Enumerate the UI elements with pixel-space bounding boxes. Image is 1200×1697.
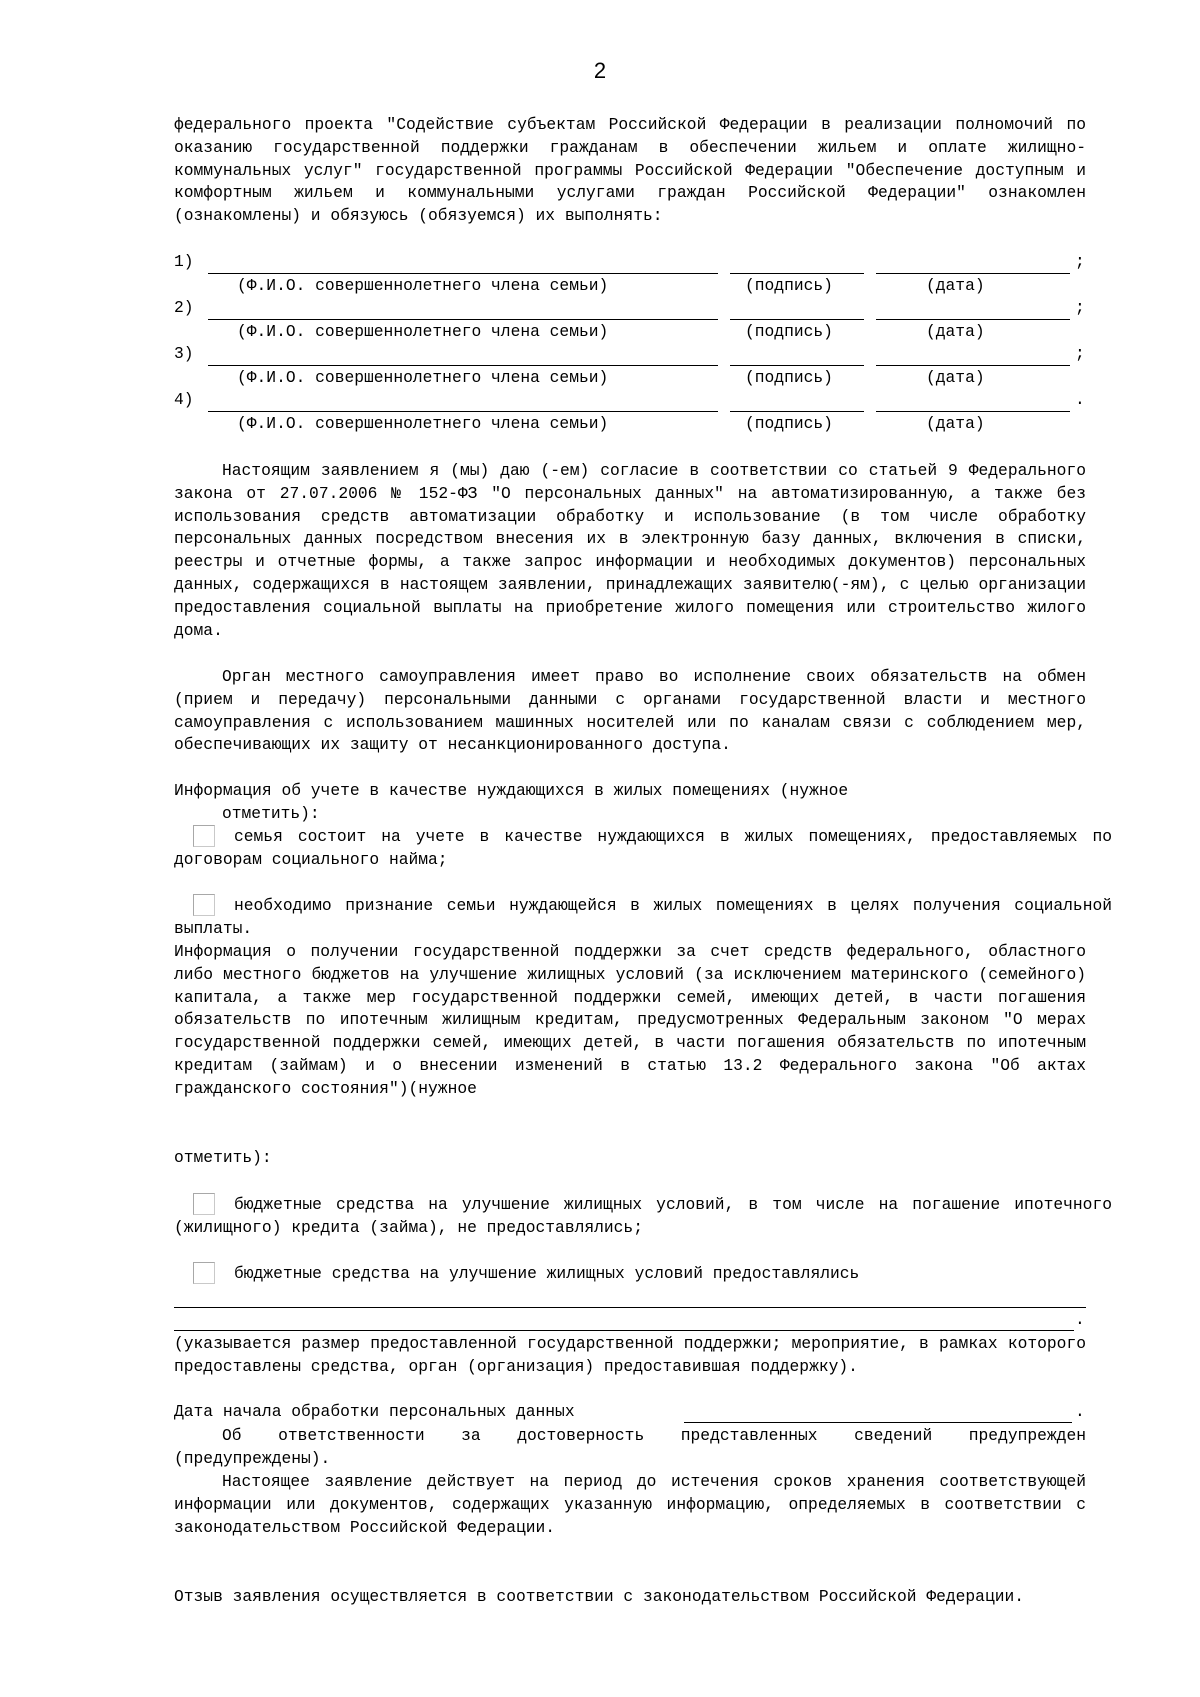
- support-info-mark-label: отметить):: [174, 1148, 272, 1167]
- support-details-line-2[interactable]: [174, 1330, 1074, 1331]
- signature-caption: (подпись): [745, 322, 833, 341]
- date-caption: (дата): [926, 414, 985, 433]
- support-option-not-provided: бюджетные средства на улучшение жилищных условий, в том числе на погашение ипотечного (жилищного) кредита (займа), не предоставлялись;: [174, 1195, 1112, 1237]
- name-caption: (Ф.И.О. совершеннолетнего члена семьи): [237, 276, 609, 295]
- member-date-field[interactable]: [876, 273, 1070, 274]
- date-caption: (дата): [926, 368, 985, 387]
- member-signature-field[interactable]: [730, 365, 864, 366]
- name-caption: (Ф.И.О. совершеннолетнего члена семьи): [237, 322, 609, 341]
- signature-row-number: 1): [174, 252, 194, 271]
- member-date-field[interactable]: [876, 365, 1070, 366]
- date-caption: (дата): [926, 276, 985, 295]
- support-line-end: .: [1075, 1310, 1085, 1329]
- row-end-punctuation: ;: [1075, 344, 1085, 363]
- support-info-paragraph: Информация о получении государственной поддержки за счет средств федерального, областного либо местного бюджетов на улучшение жилищных условий (за исключением материнского (семейного) капитала, а также мер государственной поддержки семей, имеющих детей, в части погашения обязательств по ипотечным жилищным кредитам, предусмотренных Федеральным законом "О мерах государственной поддержки семей, имеющих детей, в части погашения обязательств по ипотечным кредитам (займам) и о внесении изменений в статью 13.2 Федерального закона "Об актах гражданского состояния")(нужное: [174, 942, 1086, 1098]
- member-name-field[interactable]: [208, 319, 718, 320]
- member-name-field[interactable]: [208, 273, 718, 274]
- date-caption: (дата): [926, 322, 985, 341]
- row-end-punctuation: .: [1075, 390, 1085, 409]
- signature-caption: (подпись): [745, 414, 833, 433]
- housing-info-label: Информация об учете в качестве нуждающихся в жилых помещениях (нужное: [174, 781, 849, 800]
- signature-row-number: 2): [174, 298, 194, 317]
- page-number: 2: [593, 58, 607, 83]
- support-details-line-1[interactable]: [174, 1307, 1086, 1308]
- member-date-field[interactable]: [876, 319, 1070, 320]
- processing-date-field[interactable]: [684, 1422, 1072, 1423]
- processing-date-end: .: [1075, 1402, 1085, 1421]
- signature-row-number: 3): [174, 344, 194, 363]
- support-option-provided: бюджетные средства на улучшение жилищных условий предоставлялись: [234, 1264, 860, 1283]
- authority-paragraph: Орган местного самоуправления имеет право во исполнение своих обязательств на обмен (прием и передачу) персональными данными с органами государственной власти и местного самоуправления с использованием машинных носителей или по каналам связи с соблюдением мер, обеспечивающих их защиту от несанкционированного доступа.: [174, 667, 1086, 755]
- name-caption: (Ф.И.О. совершеннолетнего члена семьи): [237, 414, 609, 433]
- validity-paragraph: Настоящее заявление действует на период до истечения сроков хранения соответствующей информации или документов, содержащих указанную информацию, определяемых в соответствии с законодательством Российской Федерации.: [174, 1472, 1086, 1537]
- row-end-punctuation: ;: [1075, 298, 1085, 317]
- responsibility-paragraph: Об ответственности за достоверность представленных сведений предупрежден (предупреждены).: [174, 1426, 1086, 1468]
- housing-info-mark-label: отметить):: [222, 804, 320, 823]
- signature-caption: (подпись): [745, 368, 833, 387]
- signature-caption: (подпись): [745, 276, 833, 295]
- revocation-paragraph: Отзыв заявления осуществляется в соответствии с законодательством Российской Федерации.: [174, 1587, 1025, 1606]
- member-signature-field[interactable]: [730, 411, 864, 412]
- signature-row-number: 4): [174, 390, 194, 409]
- member-date-field[interactable]: [876, 411, 1070, 412]
- intro-paragraph: федерального проекта "Содействие субъектам Российской Федерации в реализации полномочий по оказанию государственной поддержки гражданам в обеспечении жильем и оплате жилищно-коммунальных услуг" государственной программы Российской Федерации "Обеспечение доступным и комфортным жильем и коммунальными услугами граждан Российской Федерации" ознакомлен (ознакомлены) и обязуюсь (обязуемся) их выполнять:: [174, 115, 1086, 226]
- processing-date-label: Дата начала обработки персональных данных: [174, 1402, 575, 1421]
- member-name-field[interactable]: [208, 365, 718, 366]
- row-end-punctuation: ;: [1075, 252, 1085, 271]
- housing-option-recognition: необходимо признание семьи нуждающейся в жилых помещениях в целях получения социальной выплаты.: [174, 896, 1112, 938]
- support-note: (указывается размер предоставленной государственной поддержки; мероприятие, в рамках которого предоставлены средства, орган (организация) предоставившая поддержку).: [174, 1334, 1086, 1376]
- member-signature-field[interactable]: [730, 319, 864, 320]
- member-signature-field[interactable]: [730, 273, 864, 274]
- member-name-field[interactable]: [208, 411, 718, 412]
- name-caption: (Ф.И.О. совершеннолетнего члена семьи): [237, 368, 609, 387]
- housing-option-registered: семья состоит на учете в качестве нуждающихся в жилых помещениях, предоставляемых по договорам социального найма;: [174, 827, 1112, 869]
- consent-paragraph: Настоящим заявлением я (мы) даю (-ем) согласие в соответствии со статьей 9 Федерального закона от 27.07.2006 № 152-ФЗ "О персональных данных" на автоматизированную, а также без использования средств автоматизации обработку и использование (в том числе обработку персональных данных посредством внесения их в электронную базу данных, включения в списки, реестры и отчетные формы, а также запрос информации и необходимых документов) персональных данных, содержащихся в настоящем заявлении, принадлежащих заявителю(-ям), с целью организации предоставления социальной выплаты на приобретение жилого помещения или строительство жилого дома.: [174, 461, 1086, 640]
